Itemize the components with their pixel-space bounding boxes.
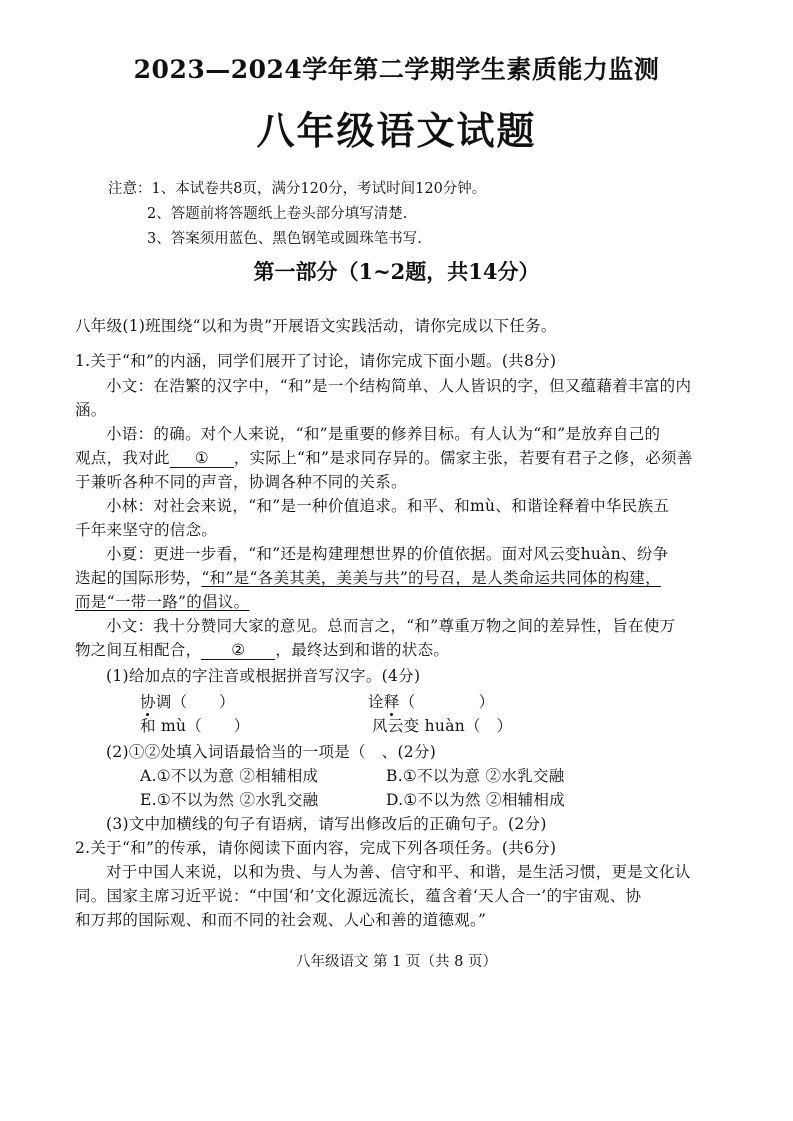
xiaowen-summary-pre: 物之间互相配合， — [75, 641, 202, 659]
xiaoyu-line-2 — [75, 446, 693, 468]
xiaoxia-line-1: 小夏：更进一步看，“和”还是构建理想世界的价值依据。面对风云变huàn、纷争 — [106, 545, 669, 563]
xiaoyu-line-3: 于兼听各种不同的声音，协调各种不同的关系。 — [75, 473, 407, 491]
blank-2: ② — [201, 641, 275, 660]
dotted-char-shi: 释 — [383, 693, 400, 711]
xiaoyu-line-1: 小语：的确。对个人来说，“和”是重要的修养目标。有人认为“和”是放弃自己的 — [106, 425, 661, 443]
xiaoxia-line-3 — [75, 590, 249, 612]
q2-para-line-3: 和万邦的国际观、和而不同的社会观、人心和善的道德观。” — [75, 911, 487, 929]
option-d: D.①不以为然 ②相辅相成 — [386, 791, 566, 809]
note-line-3: 3、答案须用蓝色、黑色钢笔或圆珠笔书写. — [147, 231, 422, 247]
xiaowen-line-1: 小文：在浩繁的汉字中，“和”是一个结构简单、人人皆识的字，但又蕴藉着丰富的内 — [106, 377, 692, 395]
xiaoyu-text-post: ，实际上“和”是求同存异的。儒家主张，若要有君子之修，必须善 — [233, 449, 693, 467]
question-1-stem: 1.关于“和”的内涵，同学们展开了讨论，请你完成下面小题。(共8分) — [75, 352, 557, 370]
note-line-2: 2、答题前将答题纸上卷头部分填写清楚. — [147, 206, 408, 222]
option-a: A.①不以为意 ②相辅相成 — [140, 767, 319, 785]
option-b: B.①不以为意 ②水乳交融 — [386, 767, 565, 785]
blank-1: ① — [170, 449, 234, 468]
answer-paren-xietiao: （ ） — [171, 693, 235, 711]
q2-para-line-2: 同。国家主席习近平说：“中国‘和’文化源远流长，蕴含着‘天人合一’的宇宙观、协 — [75, 887, 642, 905]
q2-para-line-1: 对于中国人来说，以和为贵、与人为善、信守和平、和谐，是生活习惯，更是文化认 — [106, 863, 691, 881]
xiaowen-line-2: 涵。 — [75, 401, 107, 419]
char-quan: 诠 — [368, 693, 384, 711]
flawed-sentence-part-1: “和”是“各美其美，美美与共”的号召，是人类命运共同体的构建， — [201, 569, 661, 587]
activity-intro: 八年级(1)班围绕“以和为贵”开展语文实践活动，请你完成以下任务。 — [75, 317, 557, 335]
option-e: E.①不以为然 ②水乳交融 — [140, 791, 319, 809]
flawed-sentence-part-2: 而是“一带一路”的倡议。 — [75, 593, 250, 611]
subquestion-3: (3)文中加横线的句子有语病，请写出修改后的正确句子。(2分) — [106, 815, 547, 833]
xiaolin-line-1: 小林：对社会来说，“和”是一种价值追求。和平、和mù、和谐诠释着中华民族五 — [106, 497, 670, 515]
subquestion-1: (1)给加点的字注音或根据拼音写汉字。(4分) — [106, 667, 421, 685]
char-tiao: 调 — [155, 693, 172, 711]
xiaoxia-line-2 — [75, 566, 661, 588]
xiaoyu-text-pre: 观点，我对此 — [75, 449, 170, 467]
item-quanshi — [368, 690, 494, 712]
xiaowen-summary-line-1: 小文：我十分赞同大家的意见。总而言之，“和”尊重万物之间的差异性，旨在使万 — [106, 617, 676, 635]
subquestion-2: (2)①②处填入词语最恰当的一项是（ 、(2分) — [106, 743, 437, 761]
page-footer: 八年级语文 第 1 页（共 8 页） — [296, 954, 497, 970]
question-2-stem: 2.关于“和”的传承，请你阅读下面内容，完成下列各项任务。(共6分) — [75, 839, 557, 857]
item-xietiao — [140, 690, 235, 712]
item-hemu: 和 mù（ ） — [140, 717, 250, 735]
exam-subject-title: 八年级语文试题 — [256, 108, 537, 153]
note-line-1: 注意：1、本试卷共8页，满分120分，考试时间120分钟。 — [108, 181, 487, 197]
section-title: 第一部分（1~2题，共14分） — [253, 259, 540, 284]
xiaowen-summary-line-2 — [75, 638, 449, 660]
item-fengyunbianhuan: 风云变 huàn（ ） — [372, 717, 513, 735]
dotted-char-xie: 协 — [140, 693, 156, 711]
answer-paren-quanshi: （ ） — [399, 693, 495, 711]
xiaowen-summary-post: ，最终达到和谐的状态。 — [275, 641, 450, 659]
exam-header-title: 2023—2024学年第二学期学生素质能力监测 — [133, 55, 660, 84]
xiaolin-line-2: 千年来坚守的信念。 — [75, 521, 218, 539]
xiaoxia-text-pre: 迭起的国际形势， — [75, 569, 202, 587]
